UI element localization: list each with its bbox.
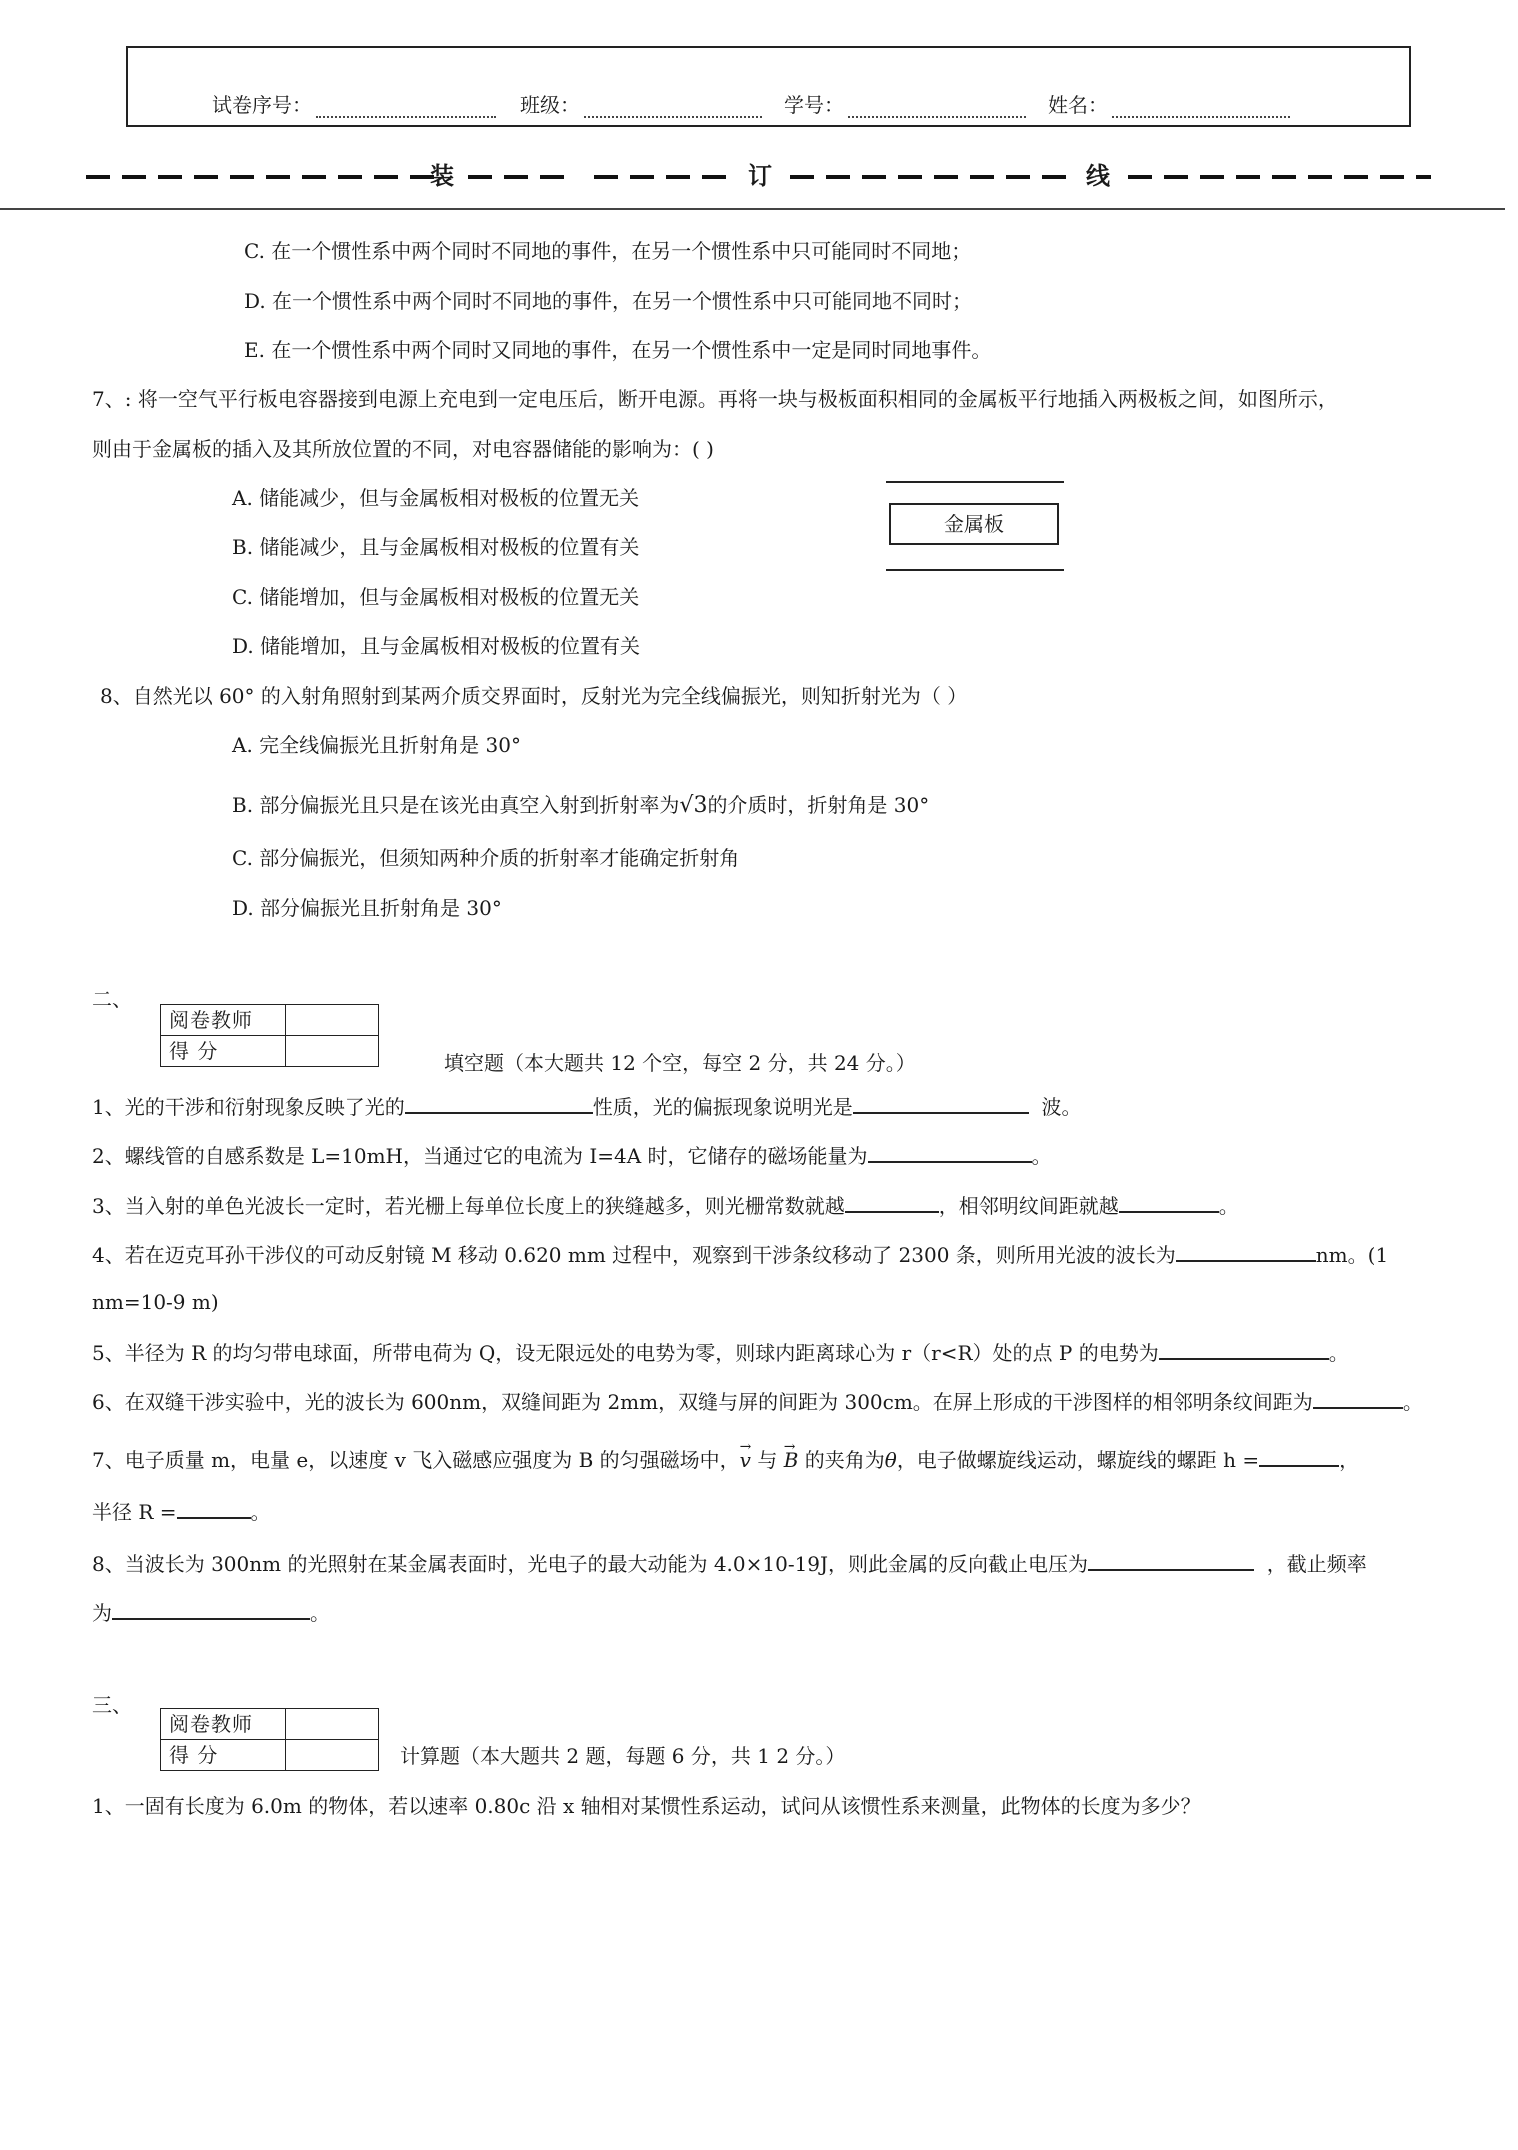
fill-q4 [92, 1240, 1388, 1268]
fill-q8-pre: 8、当波长为 300nm 的光照射在某金属表面时，光电子的最大动能为 4.0×10-19J，则此金属的反向截止电压为 [92, 1552, 1089, 1576]
fill-q6-post: 。 [1402, 1390, 1423, 1414]
fill-q5-post: 。 [1328, 1341, 1349, 1365]
fill-q3-post: 。 [1218, 1194, 1239, 1218]
magnetic-field-vector: → B [784, 1448, 799, 1472]
dash [338, 175, 362, 179]
fill-q7-post: ，电子做螺旋线运动，螺旋线的螺距 h = [896, 1448, 1260, 1472]
dash [1006, 175, 1030, 179]
fill-q7-blank-radius[interactable] [177, 1497, 251, 1519]
dash [1308, 175, 1332, 179]
fill-q6 [92, 1387, 1423, 1415]
score-value[interactable] [286, 1036, 379, 1067]
fill-q1-pre: 1、光的干涉和衍射现象反映了光的 [92, 1095, 405, 1119]
fill-q8-blank1[interactable] [1088, 1549, 1254, 1571]
class-label: 班级： [520, 93, 580, 117]
section2-grader-table [160, 1004, 379, 1067]
q6-option-c: C. 在一个惯性系中两个同时不同地的事件，在另一个惯性系中只可能同时不同地； [244, 239, 972, 263]
velocity-vector: → v [740, 1448, 751, 1472]
dash [122, 175, 146, 179]
student-id-label: 学号： [784, 93, 844, 117]
dash [1380, 175, 1404, 179]
fill-q7-line2 [92, 1497, 271, 1525]
q7-stem-line2: 则由于金属板的插入及其所放位置的不同，对电容器储能的影响为：( ) [92, 437, 714, 461]
student-id-field[interactable] [784, 92, 1026, 118]
q6-option-e: E. 在一个惯性系中两个同时又同地的事件，在另一个惯性系中一定是同时同地事件。 [244, 338, 992, 362]
q8-option-c: C. 部分偏振光，但须知两种介质的折射率才能确定折射角 [232, 846, 740, 870]
grader-value[interactable] [286, 1709, 379, 1740]
dash [826, 175, 850, 179]
dash [86, 175, 110, 179]
paper-no-label: 试卷序号： [212, 93, 312, 117]
fill-q7-line2-post: 。 [250, 1500, 271, 1524]
score-label: 得 分 [161, 1740, 286, 1771]
dash [1128, 175, 1152, 179]
section3-number: 三、 [92, 1693, 132, 1717]
fill-q3-blank2[interactable] [1119, 1191, 1219, 1213]
fill-q1-mid: 性质，光的偏振现象说明光是 [592, 1095, 853, 1119]
dash [1236, 175, 1260, 179]
fill-q2-blank[interactable] [868, 1141, 1032, 1163]
theta-symbol: θ [884, 1448, 897, 1472]
dash [1416, 175, 1431, 179]
fill-q1-blank2[interactable] [853, 1092, 1029, 1114]
dash [1042, 175, 1066, 179]
fill-q1-post: 波。 [1041, 1095, 1082, 1119]
q7-option-d: D. 储能增加，且与金属板相对极板的位置有关 [232, 634, 641, 658]
fill-q3-pre: 3、当入射的单色光波长一定时，若光栅上每单位长度上的狭缝越多，则光栅常数就越 [92, 1194, 845, 1218]
q7-option-c: C. 储能增加，但与金属板相对极板的位置无关 [232, 585, 640, 609]
name-field[interactable] [1048, 92, 1290, 118]
fill-q6-blank[interactable] [1313, 1387, 1403, 1409]
dash [666, 175, 690, 179]
fill-q7-pre: 7、电子质量 m，电量 e，以速度 v 飞入磁感应强度为 B 的匀强磁场中， [92, 1448, 740, 1472]
capacitor-bottom-plate [886, 569, 1064, 571]
q8-option-b [232, 792, 929, 819]
fill-q8-blank2[interactable] [112, 1598, 310, 1620]
binding-char-zhuang: 装 [430, 161, 454, 190]
section2-title: 填空题（本大题共 12 个空，每空 2 分，共 24 分。） [444, 1051, 916, 1075]
capacitor-top-plate [886, 481, 1064, 483]
student-id-blank[interactable] [848, 98, 1026, 118]
name-label: 姓名： [1048, 93, 1108, 117]
binding-char-xian: 线 [1086, 161, 1110, 190]
binding-char-ding: 订 [748, 161, 772, 190]
dash [970, 175, 994, 179]
section2-number: 二、 [92, 987, 132, 1011]
fill-q3-mid: ，相邻明纹间距就越 [938, 1194, 1119, 1218]
fill-q1-blank1[interactable] [405, 1092, 593, 1114]
dash [302, 175, 326, 179]
separator-line [0, 208, 1505, 210]
q8-option-a: A. 完全线偏振光且折射角是 30° [232, 733, 521, 757]
fill-q1 [92, 1092, 1081, 1120]
q6-option-d: D. 在一个惯性系中两个同时不同地的事件，在另一个惯性系中只可能同地不同时； [244, 289, 973, 313]
fill-q8-line2-pre: 为 [92, 1601, 112, 1625]
calc-q1: 1、一固有长度为 6.0m 的物体，若以速率 0.80c 沿 x 轴相对某惯性系运动，试问从该惯性系来测量，此物体的长度为多少？ [92, 1794, 1201, 1818]
sqrt-three: √3 [679, 793, 708, 818]
fill-q2-post: 。 [1031, 1144, 1052, 1168]
fill-q8-mid: ，截止频率 [1266, 1552, 1367, 1576]
dash [266, 175, 290, 179]
fill-q4-blank[interactable] [1176, 1240, 1316, 1262]
q7-option-a: A. 储能减少，但与金属板相对极板的位置无关 [232, 486, 640, 510]
grader-label: 阅卷教师 [161, 1005, 286, 1036]
fill-q7-and: 与 [757, 1448, 778, 1472]
dash [158, 175, 182, 179]
q8-option-d: D. 部分偏振光且折射角是 30° [232, 896, 502, 920]
q7-option-b: B. 储能减少，且与金属板相对极板的位置有关 [232, 535, 640, 559]
fill-q5-blank[interactable] [1159, 1338, 1329, 1360]
class-field[interactable] [520, 92, 762, 118]
dash [630, 175, 654, 179]
grader-value[interactable] [286, 1005, 379, 1036]
fill-q5 [92, 1338, 1349, 1366]
dash [934, 175, 958, 179]
binding-line [86, 160, 1431, 192]
fill-q8 [92, 1549, 1367, 1577]
section3-grader-table [160, 1708, 379, 1771]
q8-stem: 8、自然光以 60° 的入射角照射到某两介质交界面时，反射光为完全线偏振光，则知折射光为（ ） [100, 684, 968, 708]
fill-q8-line2-post: 。 [310, 1601, 330, 1625]
fill-q3-blank1[interactable] [845, 1191, 939, 1213]
fill-q7-blank-pitch[interactable] [1259, 1445, 1339, 1467]
dash [230, 175, 254, 179]
fill-q6-pre: 6、在双缝干涉实验中，光的波长为 600nm，双缝间距为 2mm，双缝与屏的间距为 300cm。在屏上形成的干涉图样的相邻明条纹间距为 [92, 1390, 1313, 1414]
section3-title: 计算题（本大题共 2 题，每题 6 分，共 1 2 分。） [400, 1744, 846, 1768]
dash [898, 175, 922, 179]
dash [790, 175, 814, 179]
fill-q3 [92, 1191, 1239, 1219]
q7-stem-line1: 7、: 将一空气平行板电容器接到电源上充电到一定电压后，断开电源。再将一块与极板面积相同的金属板平行地插入两极板之间，如图所示， [92, 387, 1338, 411]
dash [702, 175, 726, 179]
fill-q4-post: nm。(1 [1315, 1243, 1389, 1267]
dash [1164, 175, 1188, 179]
fill-q5-pre: 5、半径为 R 的均匀带电球面，所带电荷为 Q，设无限远处的电势为零，则球内距离球心为 r（r<R）处的点 P 的电势为 [92, 1341, 1159, 1365]
paper-no-blank[interactable] [316, 98, 496, 118]
dash [468, 175, 492, 179]
name-blank[interactable] [1112, 98, 1290, 118]
score-value[interactable] [286, 1740, 379, 1771]
dash [862, 175, 886, 179]
fill-q2 [92, 1141, 1052, 1169]
fill-q7-angle: 的夹角为 [804, 1448, 885, 1472]
fill-q7 [92, 1445, 1359, 1473]
dash [374, 175, 398, 179]
fill-q4-line2: nm=10-9 m) [92, 1290, 219, 1314]
dash [540, 175, 564, 179]
q8-option-b-post: 的介质时，折射角是 30° [707, 793, 930, 817]
class-blank[interactable] [584, 98, 762, 118]
fill-q7-line2-pre: 半径 R = [92, 1500, 177, 1524]
dash [1344, 175, 1368, 179]
student-info-box [126, 46, 1411, 127]
metal-plate-figure: 金属板 [889, 503, 1059, 545]
fill-q7-tail: ， [1339, 1448, 1360, 1472]
dash [194, 175, 218, 179]
dash [1200, 175, 1224, 179]
grader-label: 阅卷教师 [161, 1709, 286, 1740]
dash [1272, 175, 1296, 179]
score-label: 得 分 [161, 1036, 286, 1067]
fill-q2-pre: 2、螺线管的自感系数是 L=10mH，当通过它的电流为 I=4A 时，它储存的磁场能量为 [92, 1144, 868, 1168]
dash [504, 175, 528, 179]
dash [594, 175, 618, 179]
fill-q8-line2 [92, 1598, 330, 1626]
paper-no-field[interactable] [212, 92, 496, 118]
q8-option-b-pre: B. 部分偏振光且只是在该光由真空入射到折射率为 [232, 793, 680, 817]
fill-q4-pre: 4、若在迈克耳孙干涉仪的可动反射镜 M 移动 0.620 mm 过程中，观察到干涉条纹移动了 2300 条，则所用光波的波长为 [92, 1243, 1176, 1267]
